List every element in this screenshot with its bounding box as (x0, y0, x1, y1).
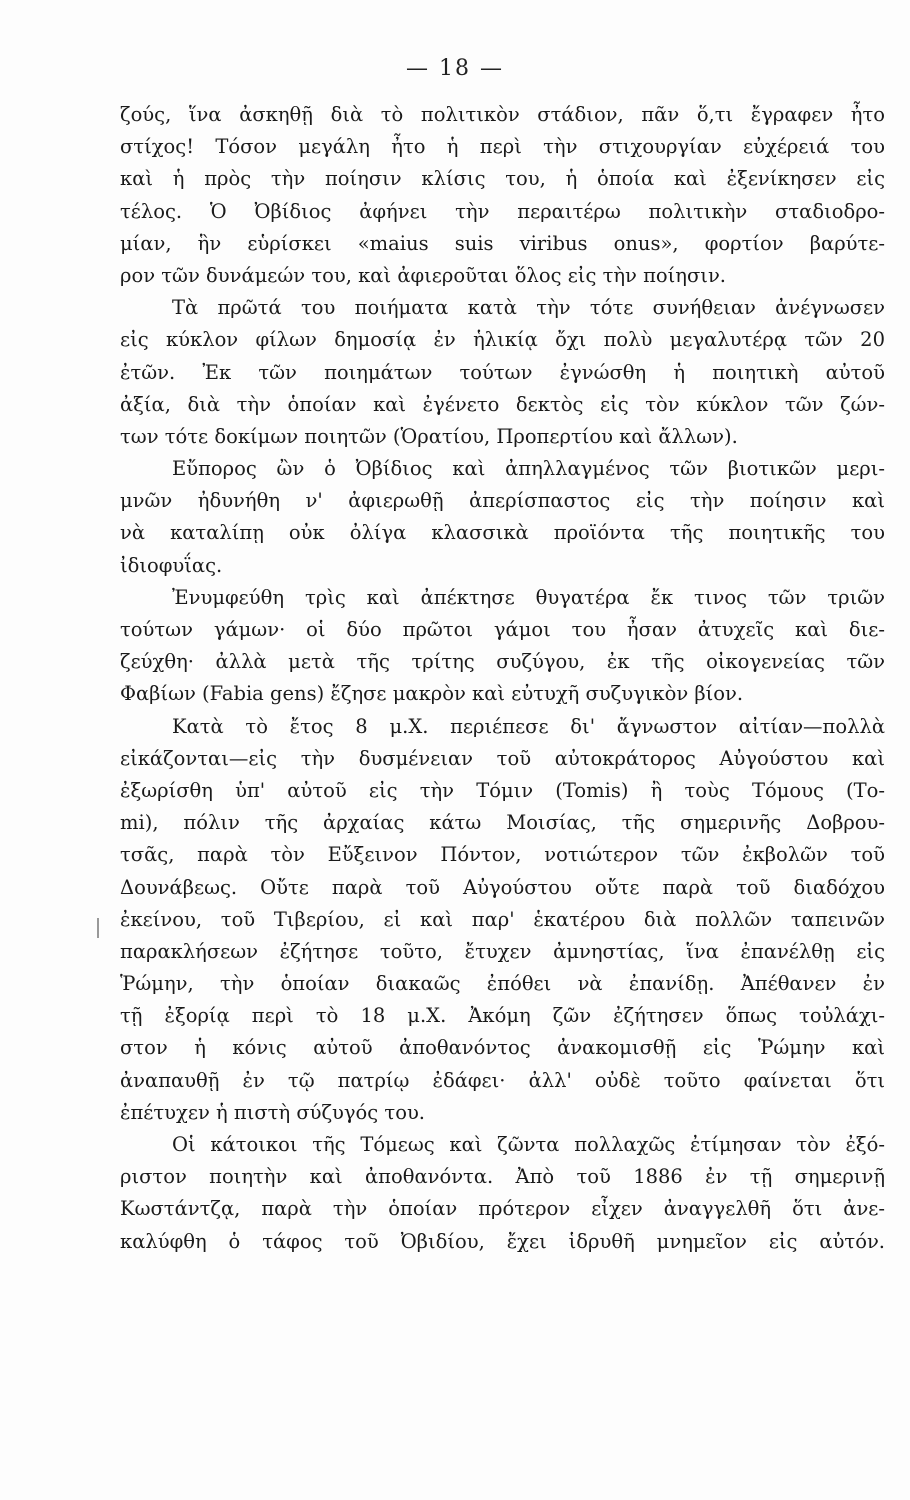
paragraph-3 (120, 453, 885, 582)
text-line: ἀξία, διὰ τὴν ὁποίαν καὶ ἐγένετο δεκτὸς εἰς τὸν κύκλον τῶν ζών- (120, 392, 885, 416)
text-line: στίχος! Τόσον μεγάλη ἦτο ἡ περὶ τὴν στιχουργίαν εὐχέρειά του (120, 135, 885, 159)
paragraph-4 (120, 582, 885, 711)
text-line: παρακλήσεων ἐζήτησε τοῦτο, ἔτυχεν ἀμνηστίας, ἵνα ἐπανέλθῃ εἰς (120, 939, 885, 963)
text-line: ζούς, ἵνα ἀσκηθῇ διὰ τὸ πολιτικὸν στάδιον, πᾶν ὅ,τι ἔγραφεν ἦτο (120, 103, 885, 126)
text-line: mi), πόλιν τῆς ἀρχαίας κάτω Μοισίας, τῆς σημερινῆς Δοβρου- (120, 811, 885, 835)
text-line: Κατὰ τὸ ἔτος 8 μ.Χ. περιέπεσε δι' ἄγνωστον αἰτίαν—πολλὰ (172, 714, 885, 738)
text-line: νὰ καταλίπῃ οὐκ ὀλίγα κλασσικὰ προϊόντα τῆς ποιητικῆς του (120, 521, 885, 545)
paragraph-5 (120, 711, 885, 1129)
text-line: Δουνάβεως. Οὔτε παρὰ τοῦ Αὐγούστου οὔτε παρὰ τοῦ διαδόχου (120, 875, 885, 899)
text-line: ἐπέτυχεν ἡ πιστὴ σύζυγός του. (120, 1100, 426, 1124)
text-line: καλύφθη ὁ τάφος τοῦ Ὀβιδίου, ἔχει ἱδρυθῆ μνημεῖον εἰς αὐτόν. (120, 1229, 885, 1253)
text-line: μίαν, ἣν εὑρίσκει «maius suis viribus onus», φορτίον βαρύτε- (120, 231, 885, 255)
page-number: — 18 — (406, 56, 504, 81)
text-line: ἐξωρίσθη ὑπ' αὐτοῦ εἰς τὴν Τόμιν (Tomis) ἢ τοὺς Τόμους (Το- (120, 778, 885, 802)
text-line: στον ἡ κόνις αὐτοῦ ἀποθανόντος ἀνακομισθῇ εἰς Ῥώμην καὶ (120, 1036, 885, 1060)
text-line: Τὰ πρῶτά του ποιήματα κατὰ τὴν τότε συνήθειαν ἀνέγνωσεν (172, 296, 885, 320)
text-line: Οἱ κάτοικοι τῆς Τόμεως καὶ ζῶντα πολλαχῶς ἐτίμησαν τὸν ἐξό- (172, 1133, 885, 1156)
text-line: τέλος. Ὁ Ὀβίδιος ἀφήνει τὴν περαιτέρω πολιτικὴν σταδιοδρο- (120, 199, 885, 223)
text-line: ριστον ποιητὴν καὶ ἀποθανόντα. Ἀπὸ τοῦ 1886 ἐν τῇ σημερινῇ (120, 1165, 885, 1189)
text-line: ἐτῶν. Ἐκ τῶν ποιημάτων τούτων ἐγνώσθη ἡ ποιητικὴ αὐτοῦ (120, 360, 885, 384)
text-line: τῇ ἐξορίᾳ περὶ τὸ 18 μ.Χ. Ἀκόμη ζῶν ἐζήτησεν ὅπως τοὐλάχι- (120, 1004, 885, 1028)
text-line: εἰς κύκλον φίλων δημοσίᾳ ἐν ἡλικίᾳ ὄχι πολὺ μεγαλυτέρᾳ τῶν 20 (120, 328, 885, 352)
text-line: ζεύχθη· ἀλλὰ μετὰ τῆς τρίτης συζύγου, ἐκ τῆς οἰκογενείας τῶν (120, 650, 885, 674)
margin-mark (97, 918, 99, 938)
paragraph-1 (120, 99, 885, 292)
text-line: τσᾶς, παρὰ τὸν Εὔξεινον Πόντον, νοτιώτερον τῶν ἐκβολῶν τοῦ (120, 843, 885, 867)
text-line: Φαβίων (Fabia gens) ἔζησε μακρὸν καὶ εὐτυχῆ συζυγικὸν βίον. (120, 682, 744, 706)
text-line: εἰκάζονται—εἰς τὴν δυσμένειαν τοῦ αὐτοκράτορος Αὐγούστου καὶ (120, 746, 885, 770)
paragraph-6 (120, 1129, 885, 1258)
text-line: καὶ ἡ πρὸς τὴν ποίησιν κλίσις του, ἡ ὁποία καὶ ἐξενίκησεν εἰς (120, 167, 885, 191)
text-line: Ἐνυμφεύθη τρὶς καὶ ἀπέκτησε θυγατέρα ἔκ τινος τῶν τριῶν (172, 585, 885, 609)
text-line: ρον τῶν δυνάμεών του, καὶ ἀφιεροῦται ὅλος εἰς τὴν ποίησιν. (120, 263, 726, 287)
text-line: Ῥώμην, τὴν ὁποίαν διακαῶς ἐπόθει νὰ ἐπανίδῃ. Ἀπέθανεν ἐν (120, 972, 885, 996)
text-line: Κωστάντζᾳ, παρὰ τὴν ὁποίαν πρότερον εἶχεν ἀναγγελθῆ ὅτι ἀνε- (120, 1197, 885, 1221)
text-line: ἀναπαυθῇ ἐν τῷ πατρίῳ ἐδάφει· ἀλλ' οὐδὲ τοῦτο φαίνεται ὅτι (120, 1068, 885, 1092)
text-line: ἐκείνου, τοῦ Τιβερίου, εἰ καὶ παρ' ἑκατέρου διὰ πολλῶν ταπεινῶν (120, 907, 885, 931)
text-line: μνῶν ἠδυνήθη ν' ἀφιερωθῇ ἀπερίσπαστος εἰς τὴν ποίησιν καὶ (120, 489, 885, 513)
text-line: Εὔπορος ὢν ὁ Ὀβίδιος καὶ ἀπηλλαγμένος τῶν βιοτικῶν μερι- (172, 457, 885, 481)
text-line: των τότε δοκίμων ποιητῶν (Ὁρατίου, Προπερτίου καὶ ἄλλων). (120, 424, 738, 448)
paragraph-2 (120, 292, 885, 453)
text-line: τούτων γάμων· οἱ δύο πρῶτοι γάμοι του ἦσαν ἀτυχεῖς καὶ διε- (120, 618, 885, 641)
text-line: ἰδιοφυΐας. (120, 553, 223, 577)
body-text (120, 99, 885, 1258)
